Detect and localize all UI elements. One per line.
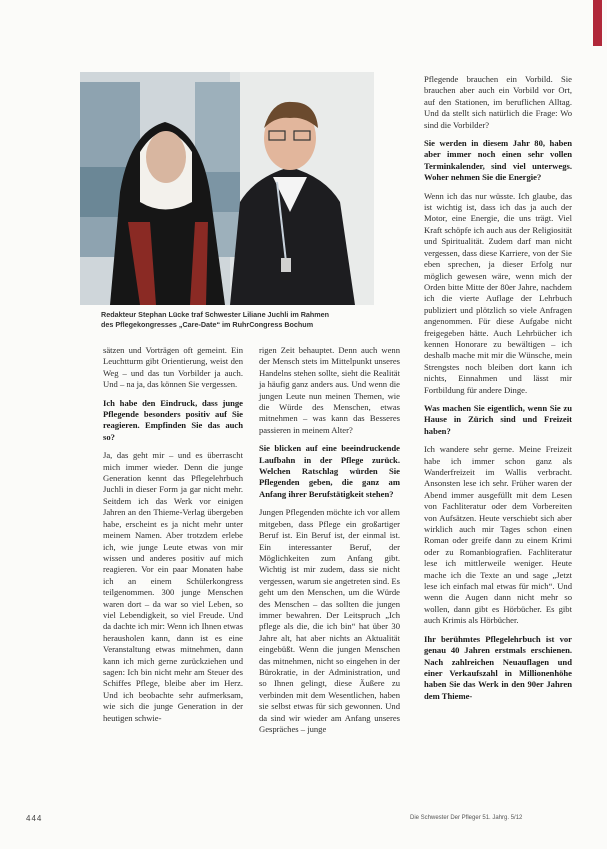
paragraph: Pflegende brauchen ein Vorbild. Sie brauchen aber auch ein Vorbild vor Ort, auf den Stationen, im beruflichen Alltag. Und da stellt sich natürlich die Frage: Wo sind die Vorbilder? [424, 74, 572, 130]
paragraph: sätzen und Vorträgen oft gemeint. Ein Leuchtturm gibt Orientierung, weist den Weg – und das tun Vorbilder ja auch. Und – na ja, das können Sie vergessen. [103, 345, 243, 390]
caption-line-2: des Pflegekongresses „Care-Date“ im RuhrCongress Bochum [101, 319, 314, 329]
interview-question: Ihr berühmtes Pflegelehrbuch ist vor genau 40 Jahren erstmals erschienen. Nach zahlreichen Neuauflagen und einer Verkaufszahl in Millionenhöhe haben Sie das Werk in den 90er Jahren dem Thieme- [424, 633, 572, 701]
text-column-2 [259, 345, 400, 742]
paragraph: Wenn ich das nur wüsste. Ich glaube, das ist wichtig ist, dass ich das ja auch der Motor, eine Energie, die uns trägt. Viel Kraft schöpfe ich auch aus der Religiosität und Spiritualität. Zudem darf man nicht vergessen, dass diese Karriere, von der Sie eben sprechen, ja dieser Erfolg nur möglich gewesen wäre, wenn mich der Orden bitte Mitte der 80er Jahre, nachdem ich die vierte Auflage der Lehrbuch publiziert und plötzlich so viele Anfragen angenommen. Für diese Aufgabe nicht freigegeben hätte. Auch Lehrbücher ich kennen Honorare zu bewältigen – ich deshalb mache mit mir die Wünsche, mein Strengstes noch bleiben dort kann ich nichts, Einnahmen und lässt mir Fortbildung für andere Dinge. [424, 190, 572, 395]
interview-question: Sie werden in diesem Jahr 80, haben aber immer noch einen sehr vollen Terminkalender, sind viel unterwegs. Woher nehmen Sie die Energie? [424, 138, 572, 183]
publication-line: Die Schwester Der Pfleger 51. Jahrg. 5/12 [410, 815, 523, 821]
interview-photo [80, 72, 374, 305]
paragraph: Jungen Pflegenden möchte ich vor allem mitgeben, dass Pflege ein großartiger Beruf ist. Ein Beruf ist, der einmal ist. Ein interessanter Beruf, der Möglichkeiten zum Anfang gibt. Wichtig ist mir zudem, dass sie nicht vergessen, warum sie angetreten sind. Es geht um den Menschen, um die Würde des Menschen – das sollten die jungen immer bewahren. Der Leitspruch „Ich pflege als die, die ich bin“ hat über 30 Jahre alt, hat aber nichts an Aktualität eingebüßt. Wenn die jungen Menschen das mitnehmen, nicht so eingehen in der Bürokratie, in der Administration, und so Ihnen gelingt, diese Äußere zu verbinden mit dem Wesentlichen, haben sie selbst etwas für sich gewonnen. Und da sind wir wieder am Anfang unseres Gespräches – junge [259, 507, 400, 734]
photo-caption [101, 310, 381, 329]
red-edge-tab [593, 0, 602, 46]
page-number: 444 [26, 814, 43, 823]
paragraph: rigen Zeit behauptet. Denn auch wenn der Mensch stets im Mittelpunkt unseres Handelns stehen sollte, sieht die Realität ja häufig ganz anders aus. Und wenn die jungen Leute nun meinen Themen, wie die Würde des Menschen, etwas mitnehmen – was kann das Besseres passieren in meinem Alter? [259, 345, 400, 435]
paragraph: Ich wandere sehr gerne. Meine Freizeit habe ich immer schon ganz als Wanderfreizeit im Wallis verbracht. Ansonsten lese ich sehr. Früher waren der Abend immer ausgefüllt mit dem Lesen von Fachliteratur oder dem Vorbereiten von Aufsätzen. Heute verschiebt sich aber wirklich auch mir Tages schon einen Roman oder greife dann zu einem Krimi oder zu Romanbiografien. Fachliteratur lese ich mittlerweile weniger. Heute mache ich die Texte an und sage „Jetzt lese ich einfach mal etwas für mich“. Und wenn die Augen dann nicht mehr so wollen, dann gibt es Hörbücher. Es gibt auch Krimis als Hörbücher. [424, 444, 572, 626]
interview-question: Was machen Sie eigentlich, wenn Sie zu Hause in Zürich sind und Freizeit haben? [424, 402, 572, 436]
text-column-3 [424, 74, 572, 709]
interview-question: Sie blicken auf eine beeindruckende Laufbahn in der Pflege zurück. Welchen Ratschlag würden Sie Pflegenden geben, die ganz am Anfang ihrer Berufstätigkeit stehen? [259, 443, 400, 499]
photo-illustration [80, 72, 374, 305]
text-column-1 [103, 345, 243, 731]
caption-line-1: Redakteur Stephan Lücke traf Schwester Liliane Juchli im Rahmen [101, 310, 330, 319]
interview-question: Ich habe den Eindruck, dass junge Pflegende besonders positiv auf Sie reagieren. Empfinden Sie das auch so? [103, 397, 243, 442]
paragraph: Ja, das geht mir – und es überrascht mich immer wieder. Denn die junge Generation kennt das Pflegelehrbuch Juchli in dieser Form ja gar nicht mehr. Seitdem ich das Werk vor einigen Jahren an den Thieme-Verlag übergeben habe, erscheint es ja nicht mehr unter meinem Namen. Aber trotzdem erlebe ich, wie junge Leute etwas von mir wissen und anderes positiv auf mich reagieren. Vor ein paar Monaten habe ich an einem Schülerkongress teilgenommen. 300 junge Menschen waren dort – da war so viel Leben, so viel Lebendigkeit, so viel Freude. Und da dachte ich mir: Wenn ich Ihnen etwas herausholen kann, dann ist es eine Veranstaltung etwas mitnehmen, dann kann ich mich gerne zurückziehen und sagen: Ich bin nicht mehr am Steuer des Schiffes Pflege, bleibe aber im Herz. Und ich beobachte sehr aufmerksam, wie sich die junge Generation in der heutigen schwie- [103, 450, 243, 723]
